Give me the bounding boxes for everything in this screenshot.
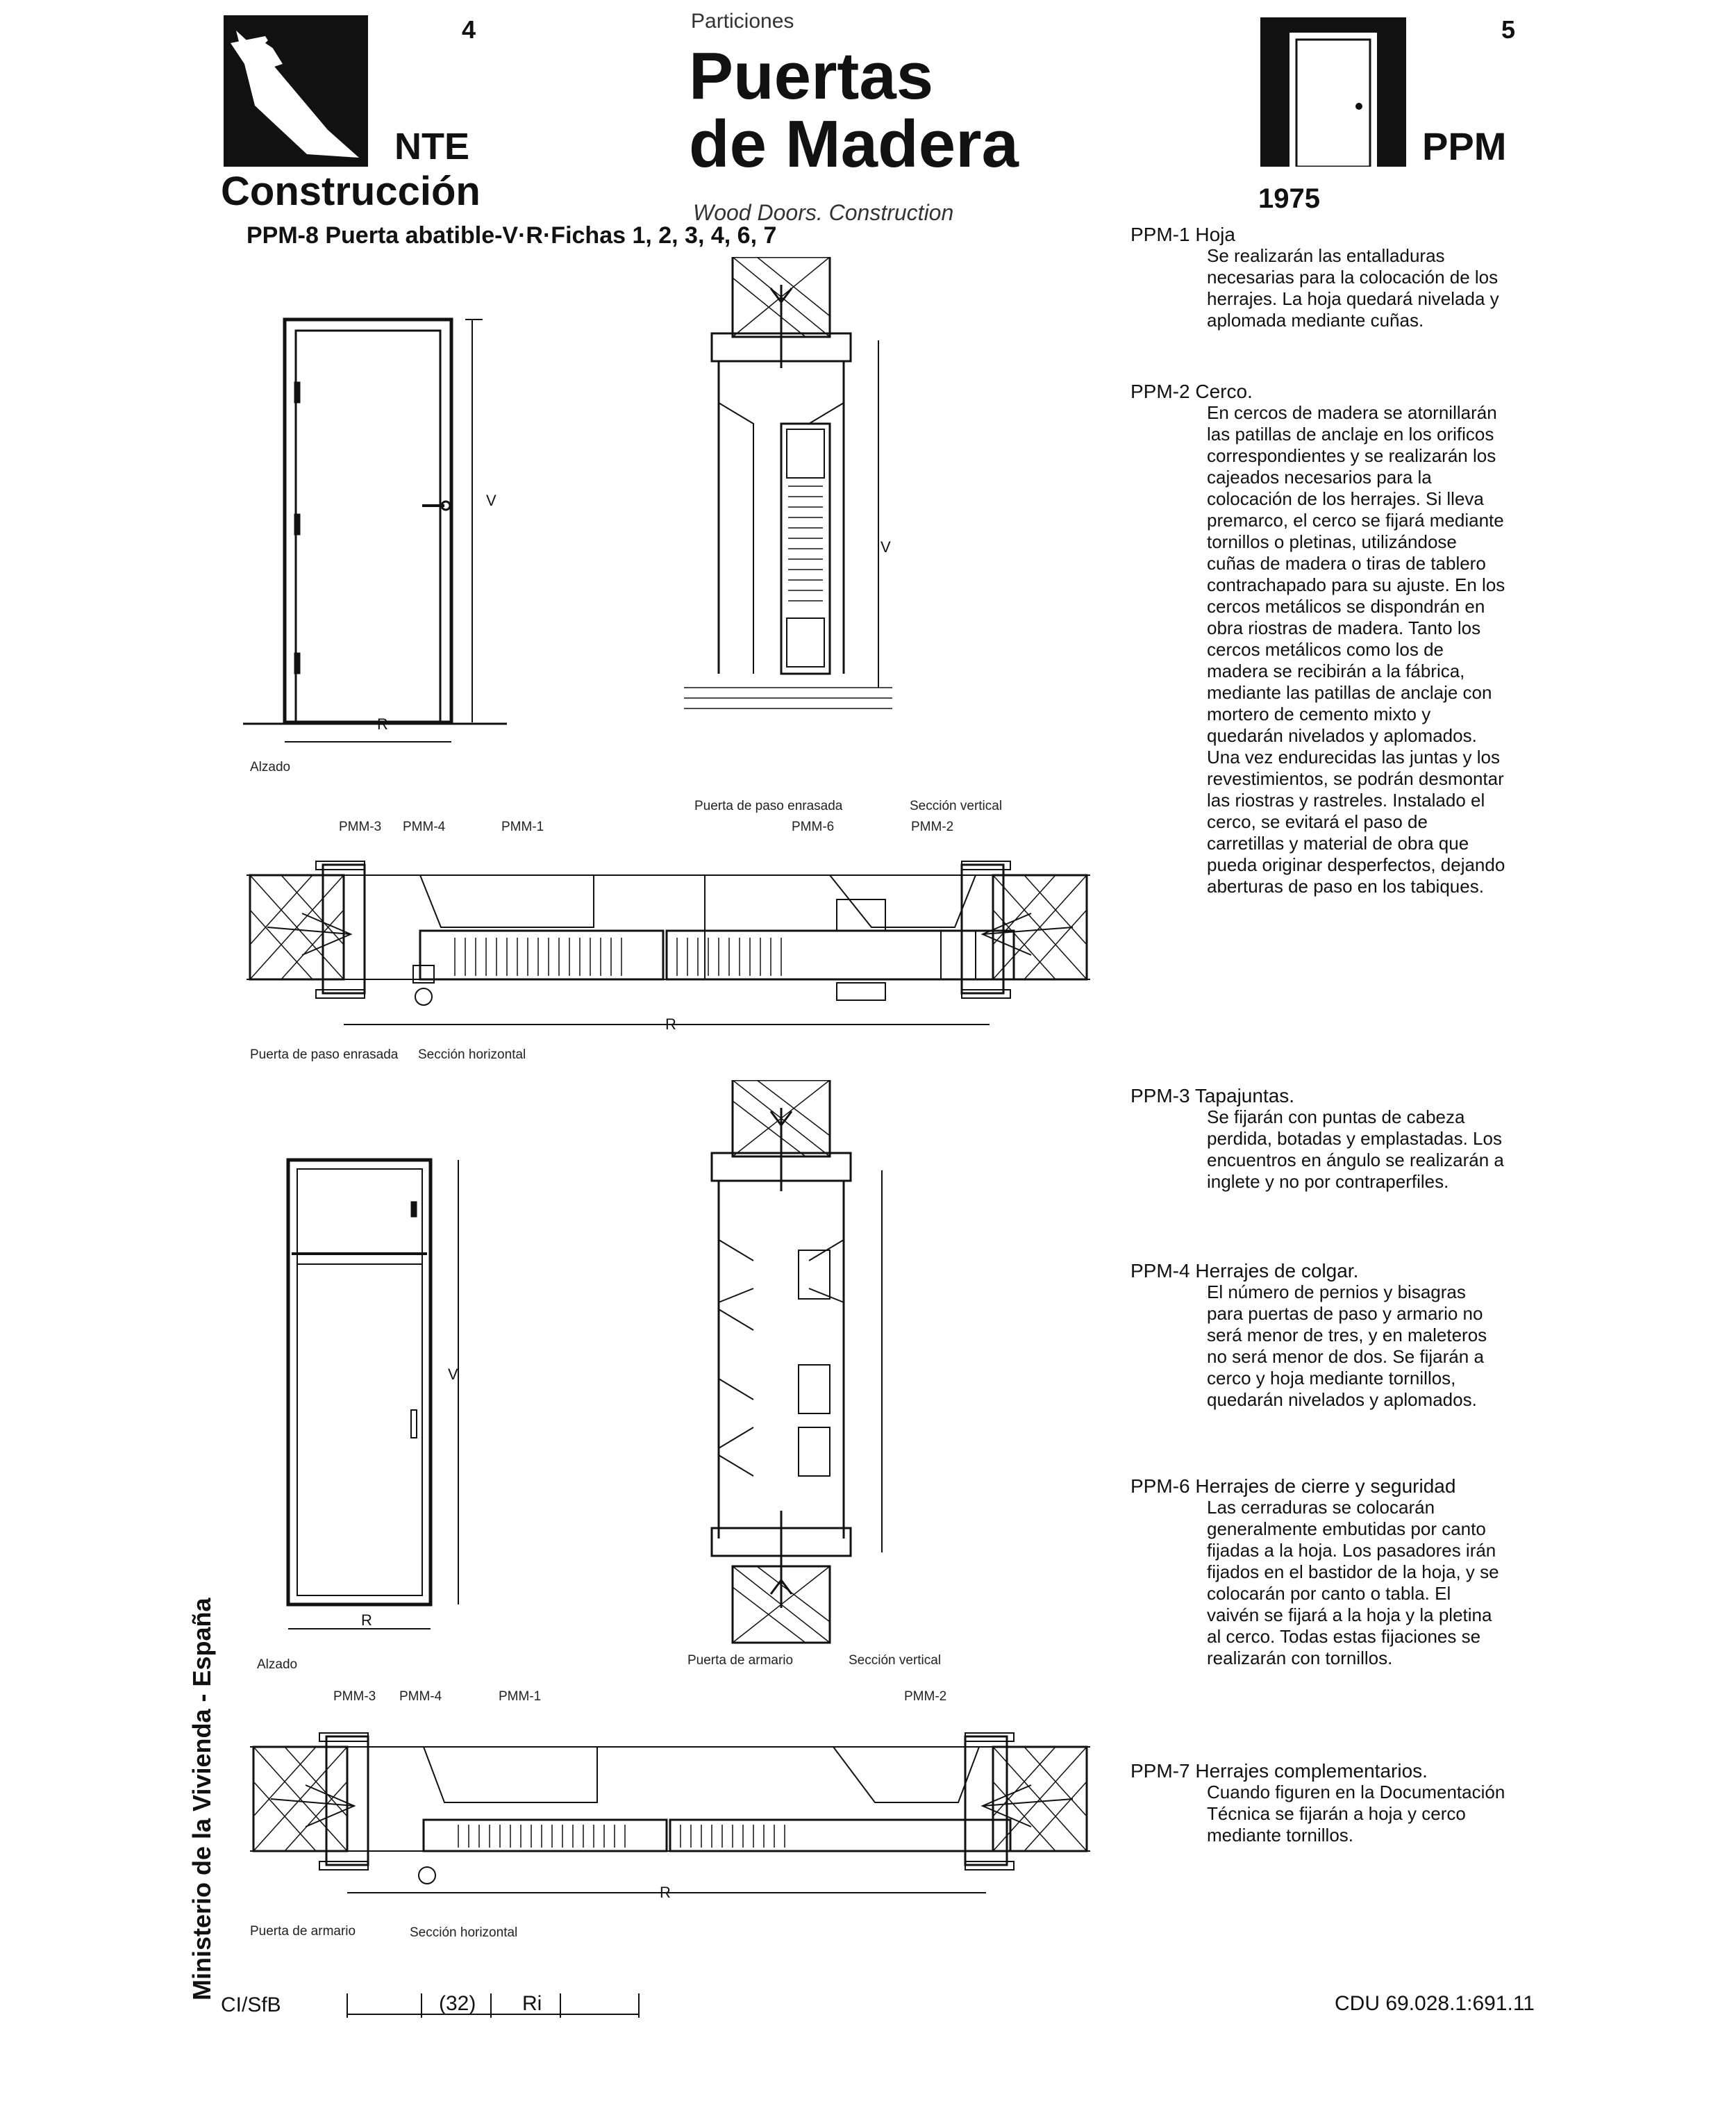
- spec-text: El número de pernios y bisagras para puertas de paso y armario no será menor de tres, y en maleteros no será menor de dos. Se fijarán a cerco y hoja mediante tornillos, quedarán nivelados y aplomados.: [1207, 1282, 1487, 1410]
- dim-r-bottom: R: [361, 1611, 372, 1629]
- label-pmm-3-bottom: PMM-3: [333, 1689, 376, 1704]
- cisfb-label: CI/SfB: [221, 1993, 281, 2016]
- spec-text: Se realizarán las entalladuras necesarias para la colocación de los herrajes. La hoja quedará nivelada y aplomada mediante cuñas.: [1207, 245, 1499, 331]
- right-page-number: 5: [1501, 15, 1516, 44]
- spec-title: Herrajes complementarios.: [1195, 1760, 1428, 1782]
- spec-code: PPM-7: [1130, 1760, 1190, 1782]
- spec-title: Herrajes de colgar.: [1195, 1260, 1359, 1282]
- spec-text: Se fijarán con puntas de cabeza perdida, botadas y emplastadas. Los encuentros en ángulo se realizarán a inglete y no por contraperfiles.: [1207, 1106, 1504, 1192]
- spec-code: PPM-2: [1130, 381, 1190, 402]
- horizontal-caption-top-left: Puerta de paso enrasada: [250, 1047, 399, 1062]
- horizontal-caption-bottom-right: Sección horizontal: [410, 1925, 518, 1940]
- dim-r-horizontal-bottom: R: [660, 1884, 671, 1901]
- label-pmm-3-top: PMM-3: [339, 820, 382, 834]
- vertical-caption-top-left: Puerta de paso enrasada: [694, 799, 843, 813]
- spec-title: Hoja: [1195, 224, 1235, 245]
- cdu-code: CDU 69.028.1:691.11: [1335, 1992, 1535, 2015]
- elevation-caption-bottom: Alzado: [257, 1657, 298, 1672]
- dim-v-bottom: V: [448, 1366, 458, 1383]
- spec-code: PPM-4: [1130, 1260, 1190, 1282]
- label-pmm-1-bottom: PMM-1: [499, 1689, 542, 1704]
- spec-text: Las cerraduras se colocarán generalmente embutidas por canto fijadas a la hoja. Los pasadores irán fijados en el bastidor de la hoja, y se colocarán por canto o tabla. El vaivén se fijará a la hoja y la pletina al cerco. Todas estas fijaciones se realizarán con tornillos.: [1207, 1497, 1499, 1668]
- spec-title: Cerco.: [1195, 381, 1253, 402]
- vertical-section-bottom: [684, 1080, 906, 1650]
- ministry-side-text: Ministerio de la Vivienda - España: [187, 1598, 216, 2000]
- spec-text: En cercos de madera se atornillarán las patillas de anclaje en los orificos correspondientes y se realizarán los cajeados necesarios para la colocación de los herrajes. Si lleva premarco, el cerco se fijará mediante tornillos o pletinas, utilizándose cuñas de madera o tiras de tablero contrachapado para su ajuste. En los cercos metálicos se dispondrán en obra riostras de madera. Tanto los cercos metálicos como los de madera se recibirán a la fábrica, mediante las patillas de anclaje con mortero de cemento mixto y quedarán nivelados y aplomados. Una vez endurecidas las juntas y los revestimientos, se podrán desmontar las riostras y rastreles. Instalado el cerco, se evitará el paso de carretillas y material de obra que pueda originar desperfectos, dejando aberturas de paso en los tabiques.: [1207, 402, 1505, 897]
- spec-title: Herrajes de cierre y seguridad: [1195, 1475, 1456, 1497]
- vertical-section-top: [684, 257, 906, 792]
- spec-ppm-4: [1130, 1260, 1505, 1411]
- spec-ppm-6: [1130, 1475, 1505, 1669]
- dim-v-vertical-top: V: [880, 538, 891, 556]
- nte-logo: [224, 15, 368, 167]
- cisfb-box-32: (32): [439, 1992, 476, 2015]
- title-line-2: de Madera: [689, 107, 1019, 181]
- spec-text: Cuando figuren en la Documentación Técnica se fijarán a hoja y cerco mediante tornillos.: [1207, 1782, 1505, 1846]
- dim-r-horizontal-top: R: [665, 1015, 676, 1033]
- horizontal-caption-bottom-left: Puerta de armario: [250, 1924, 356, 1939]
- dim-r-top: R: [377, 715, 388, 733]
- label-pmm-1-top: PMM-1: [501, 820, 544, 834]
- label-pmm-2-top: PMM-2: [911, 820, 954, 834]
- year: 1975: [1258, 183, 1320, 214]
- door-logo-icon: [1260, 17, 1406, 167]
- vertical-caption-bottom-right: Sección vertical: [849, 1653, 942, 1668]
- vertical-caption-top-right: Sección vertical: [910, 799, 1003, 813]
- subtitle: Wood Doors. Construction: [693, 200, 954, 225]
- vertical-caption-bottom-left: Puerta de armario: [687, 1653, 794, 1668]
- cisfb-boxes: [344, 1987, 642, 2021]
- horizontal-section-top: [247, 837, 1090, 1045]
- nte-label: NTE: [394, 126, 469, 167]
- spec-title: Tapajuntas.: [1194, 1085, 1295, 1106]
- ppm-code: PPM: [1422, 124, 1507, 168]
- spec-ppm-1: [1130, 224, 1505, 331]
- label-pmm-2-bottom: PMM-2: [904, 1689, 947, 1704]
- label-pmm-4-bottom: PMM-4: [399, 1689, 442, 1704]
- label-pmm-6-top: PMM-6: [792, 820, 835, 834]
- left-page-number: 4: [462, 15, 476, 44]
- spec-ppm-3: [1130, 1085, 1505, 1193]
- spec-ppm-7: [1130, 1760, 1505, 1846]
- construccion-label: Construcción: [221, 169, 481, 214]
- label-pmm-4-top: PMM-4: [403, 820, 446, 834]
- sheet-title: PPM-8 Puerta abatible-V·R·Fichas 1, 2, 3, 4, 6, 7: [247, 222, 777, 249]
- spec-code: PPM-1: [1130, 224, 1190, 245]
- category-label: Particiones: [691, 10, 794, 33]
- spec-ppm-2: [1130, 381, 1505, 897]
- elevation-caption-top: Alzado: [250, 760, 291, 774]
- title-line-1: Puertas: [689, 39, 934, 113]
- door-elevation-top: [243, 306, 507, 750]
- spec-code: PPM-6: [1130, 1475, 1190, 1497]
- dim-v-top: V: [486, 492, 496, 509]
- spec-code: PPM-3: [1130, 1085, 1190, 1106]
- door-elevation-bottom: [250, 1139, 500, 1653]
- horizontal-caption-top-right: Sección horizontal: [418, 1047, 526, 1062]
- cisfb-box-ri: Ri: [522, 1992, 542, 2015]
